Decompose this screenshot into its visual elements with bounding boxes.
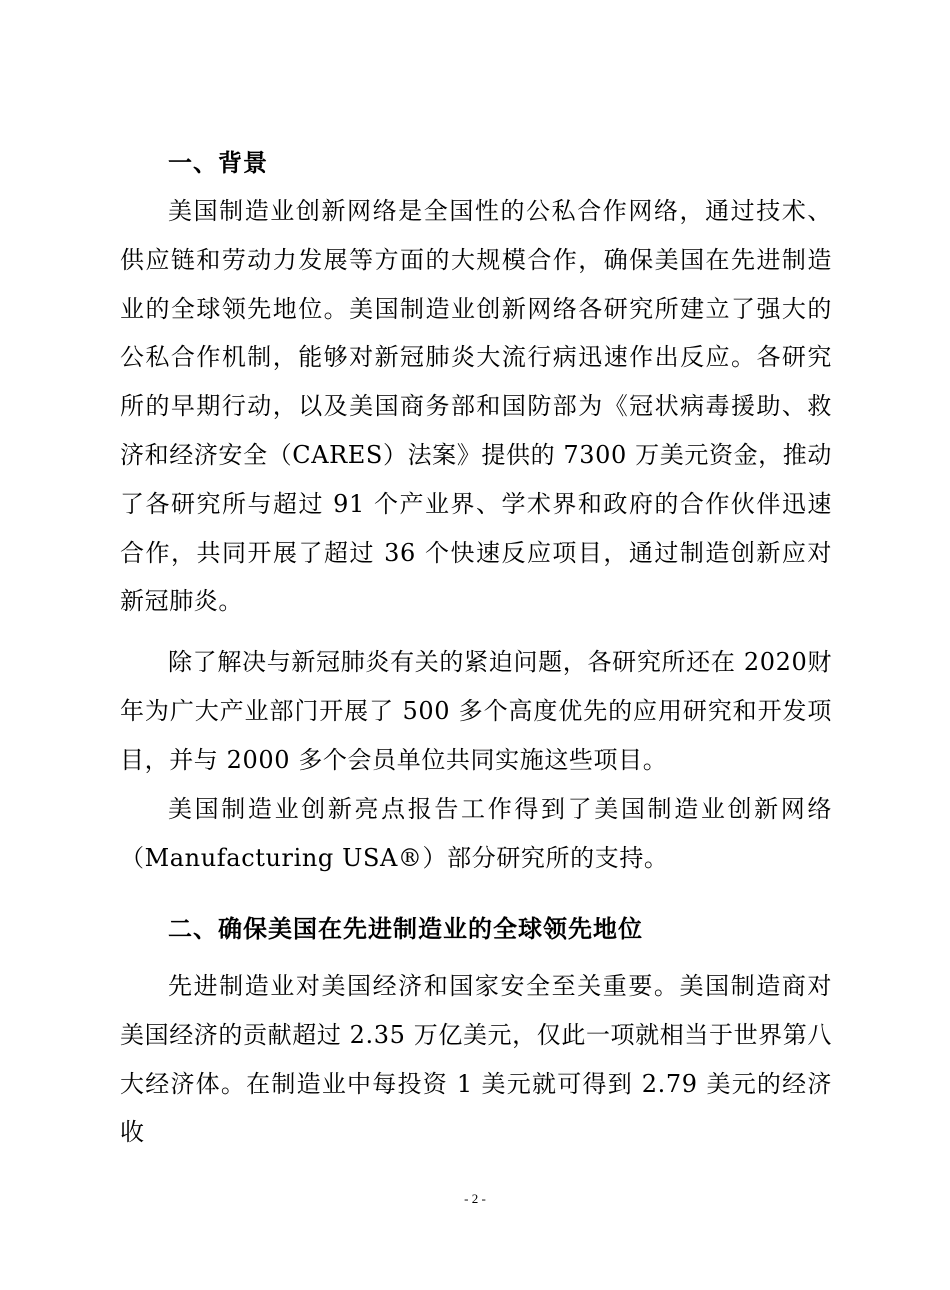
section-heading-background: 一、背景 (168, 149, 268, 177)
page-number: - 2 - (464, 1191, 486, 1206)
paragraph-network-overview: 美国制造业创新网络是全国性的公私合作网络，通过技术、供应链和劳动力发展等方面的大规模合作，确保美国在先进制造业的全球领先地位。美国制造业创新网络各研究所建立了强大的公私合作机制，能够对新冠肺炎大流行病迅速作出反应。各研究所的早期行动，以及美国商务部和国防部为《冠状病毒援助、救济和经济安全（CARES）法案》提供的 7300 万美元资金，推动了各研究所与超过 91 个产业界、学术界和政府的合作伙伴迅速合作，共同开展了超过 36 个快速反应项目，通过制造创新应对新冠肺炎。 (120, 197, 832, 616)
paragraph-manufacturing-importance: 先进制造业对美国经济和国家安全至关重要。美国制造商对美国经济的贡献超过 2.35 万亿美元，仅此一项就相当于世界第八大经济体。在制造业中每投资 1 美元就可得到 2.79 美元的经济收 (120, 972, 832, 1147)
section-heading-global-leadership: 二、确保美国在先进制造业的全球领先地位 (168, 915, 643, 943)
paragraph-institute-projects: 除了解决与新冠肺炎有关的紧迫问题，各研究所还在 2020财年为广大产业部门开展了 500 多个高度优先的应用研究和开发项目，并与 2000 多个会员单位共同实施这些项目。 (120, 648, 832, 774)
paragraph-report-support: 美国制造业创新亮点报告工作得到了美国制造业创新网络（Manufacturing USA®）部分研究所的支持。 (120, 795, 832, 872)
